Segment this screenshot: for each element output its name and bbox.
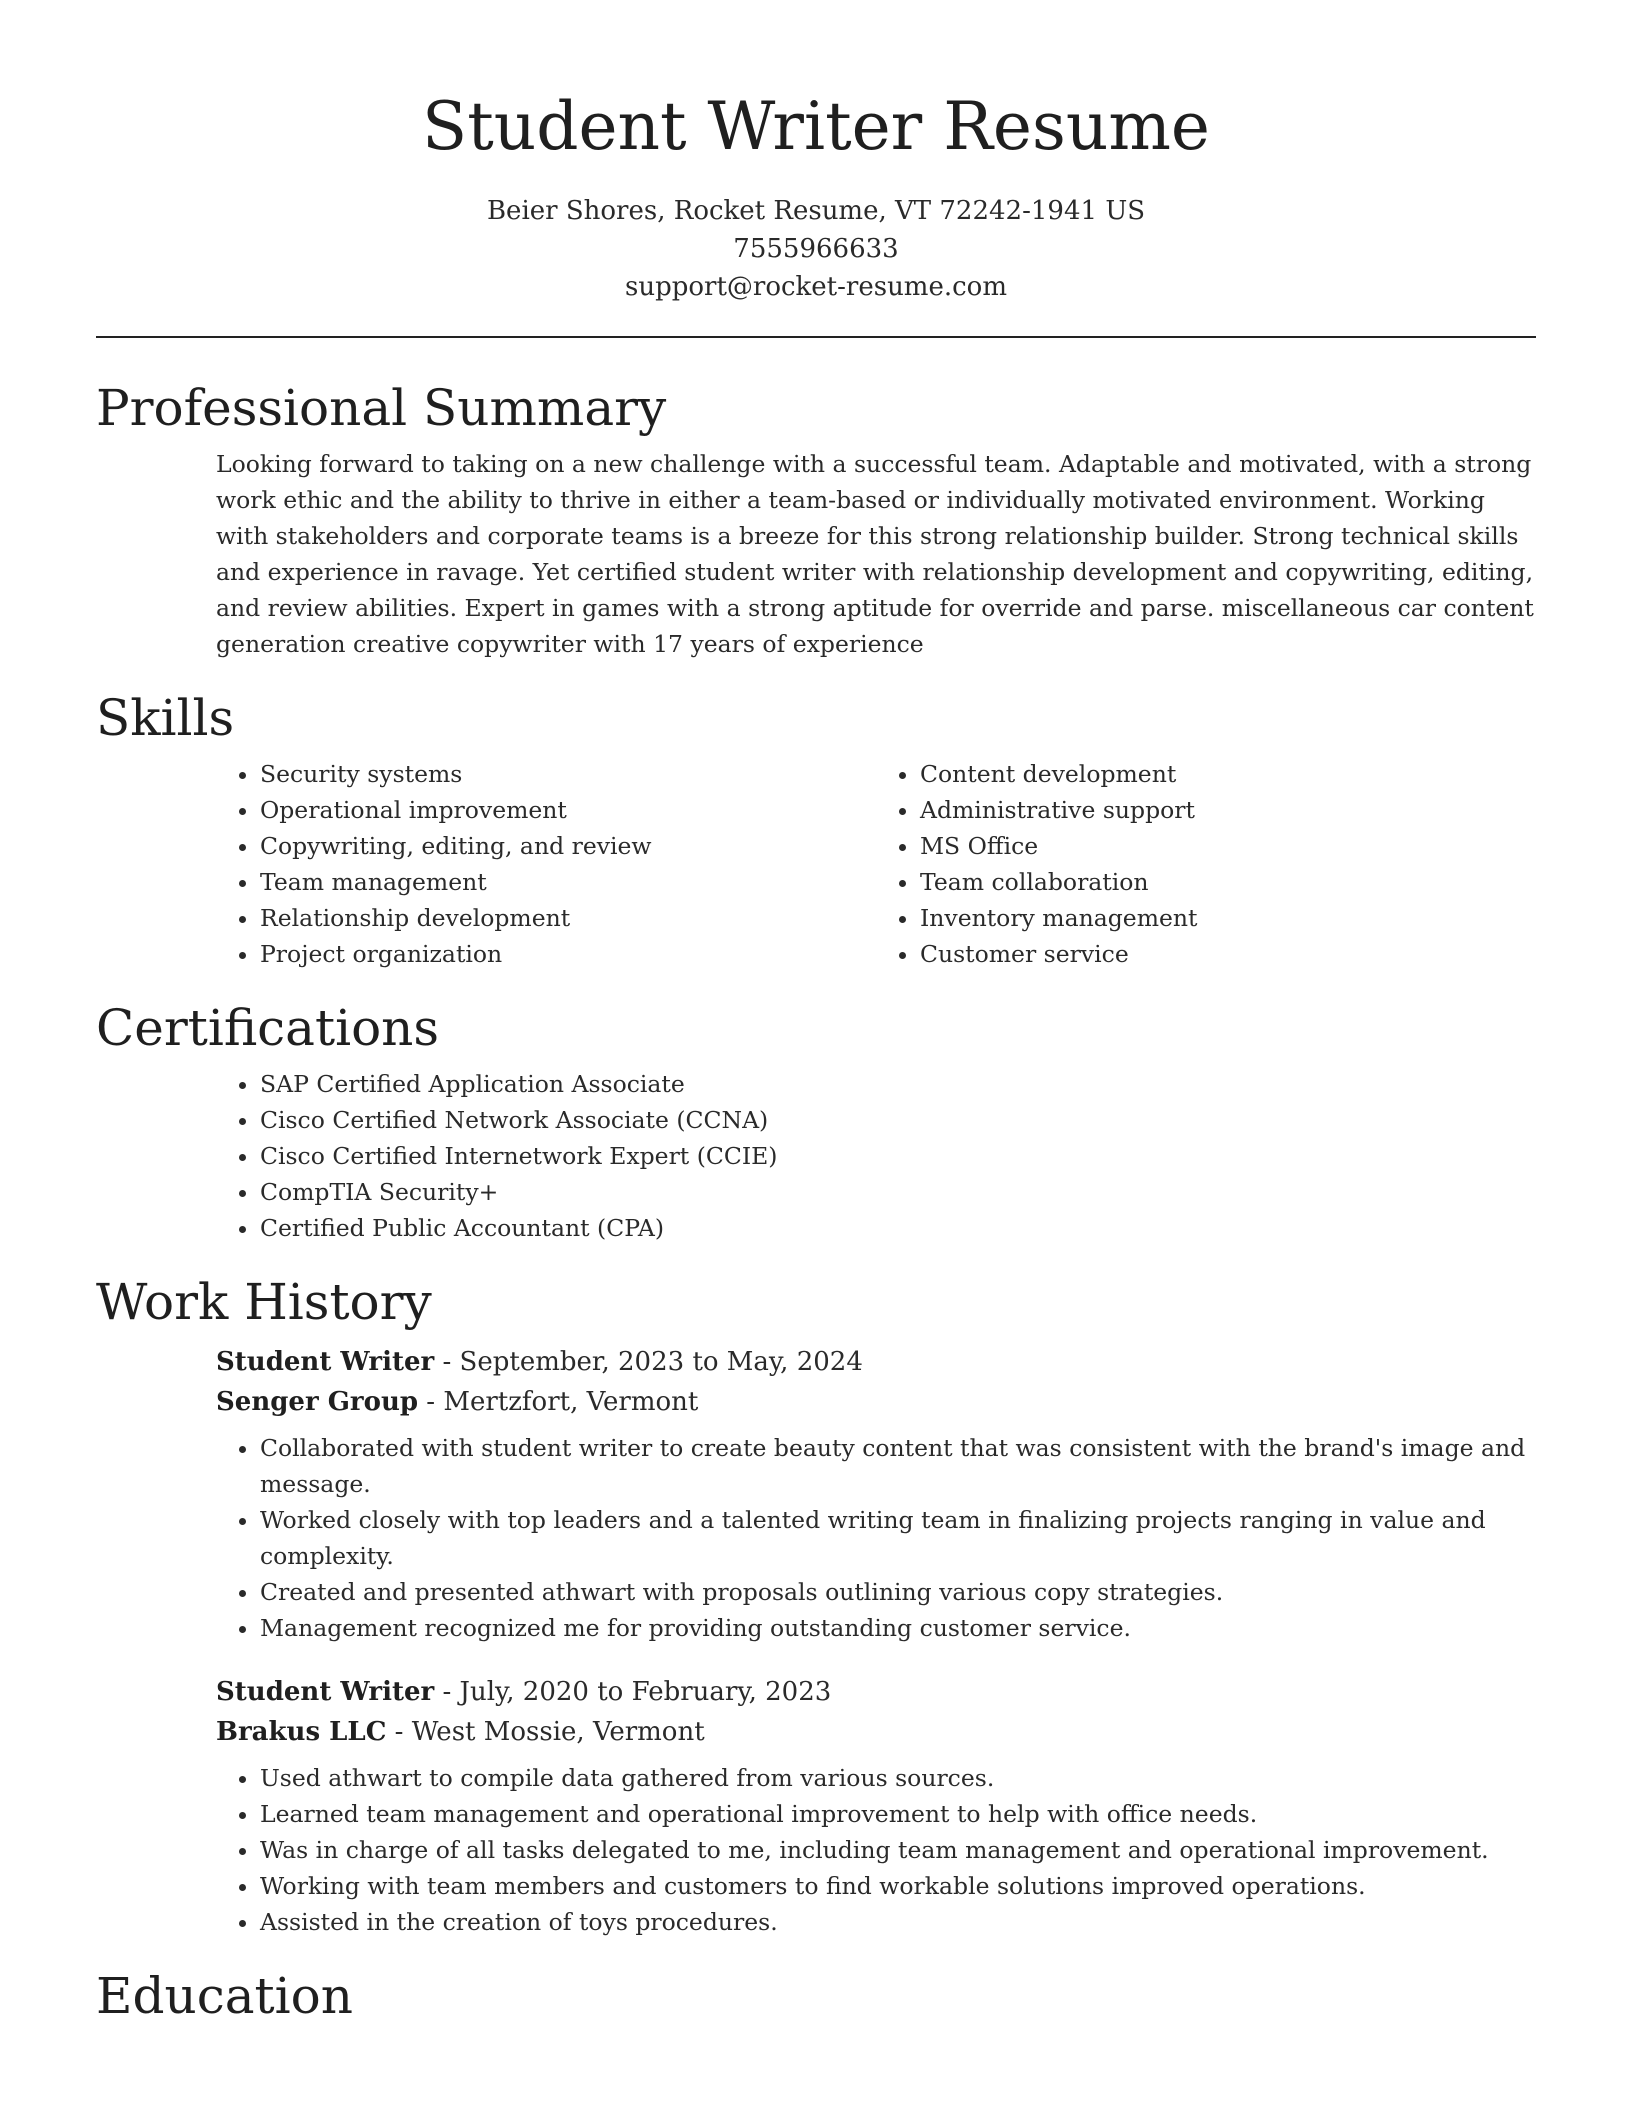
skill-item: • Content development bbox=[920, 756, 1536, 792]
job-company: Senger Group bbox=[216, 1387, 419, 1417]
summary-text: Looking forward to taking on a new challenge with a successful team. Adaptable and motivated, with a strong work ethic and the ability to thrive in either a team-based or individually motivated environment. Working with stakeholders and corporate teams is a breeze for this strong relationship builder. Strong technical skills and experience in ravage. Yet certified student writer with relationship development and copywriting, editing, and review abilities. Expert in games with a strong aptitude for override and parse. miscellaneous car content generation creative copywriter with 17 years of experience bbox=[216, 450, 1534, 658]
contact-email: support@rocket-resume.com bbox=[624, 272, 1007, 302]
certification-item: • Cisco Certified Internetwork Expert (CCIE) bbox=[260, 1138, 1536, 1174]
certification-item: • Cisco Certified Network Associate (CCNA) bbox=[260, 1102, 1536, 1138]
job-company: Brakus LLC bbox=[216, 1717, 387, 1747]
job-role: Student Writer bbox=[216, 1347, 435, 1377]
certification-item: • SAP Certified Application Associate bbox=[260, 1066, 1536, 1102]
job-role: Student Writer bbox=[216, 1677, 435, 1707]
skill-item: • Project organization bbox=[260, 936, 876, 972]
job-bullet: • Used athwart to compile data gathered from various sources. bbox=[260, 1760, 1536, 1796]
job-dates: - July, 2020 to February, 2023 bbox=[434, 1677, 832, 1707]
job-bullet: • Worked closely with top leaders and a talented writing team in finalizing projects ranging in value and complexity. bbox=[260, 1502, 1536, 1574]
job-location: - West Mossie, Vermont bbox=[386, 1717, 705, 1747]
certification-item: • CompTIA Security+ bbox=[260, 1174, 1536, 1210]
certifications-body bbox=[216, 1066, 1536, 1246]
skill-item: • Inventory management bbox=[920, 900, 1536, 936]
skills-grid bbox=[216, 756, 1536, 972]
education-heading: Education bbox=[96, 1967, 353, 2025]
skill-item: • Team management bbox=[260, 864, 876, 900]
skills-list-left bbox=[216, 756, 876, 972]
job-bullet: • Working with team members and customers to find workable solutions improved operations. bbox=[260, 1868, 1536, 1904]
job-bullets bbox=[216, 1760, 1536, 1940]
work-history-section bbox=[96, 1270, 1536, 1940]
job-bullet: • Was in charge of all tasks delegated to me, including team management and operational improvement. bbox=[260, 1832, 1536, 1868]
job-location: - Mertzfort, Vermont bbox=[418, 1387, 699, 1417]
skill-item: • Administrative support bbox=[920, 792, 1536, 828]
certifications-heading: Certifications bbox=[96, 999, 440, 1057]
certifications-section bbox=[96, 996, 1536, 1246]
contact-phone: 7555966633 bbox=[733, 234, 899, 264]
skills-list-right bbox=[876, 756, 1536, 972]
job-dates: - September, 2023 to May, 2024 bbox=[434, 1347, 863, 1377]
job-bullet: • Assisted in the creation of toys procedures. bbox=[260, 1904, 1536, 1940]
education-section bbox=[96, 1964, 1536, 2028]
skill-item: • MS Office bbox=[920, 828, 1536, 864]
skill-item: • Operational improvement bbox=[260, 792, 876, 828]
skill-item: • Relationship development bbox=[260, 900, 876, 936]
job-entry bbox=[216, 1342, 1536, 1646]
job-bullets bbox=[216, 1430, 1536, 1646]
skill-item: • Security systems bbox=[260, 756, 876, 792]
work-history-heading: Work History bbox=[96, 1273, 432, 1331]
skills-section bbox=[96, 686, 1536, 972]
skill-item: • Team collaboration bbox=[920, 864, 1536, 900]
job-bullet: • Collaborated with student writer to create beauty content that was consistent with the brand's image and message. bbox=[260, 1430, 1536, 1502]
summary-heading: Professional Summary bbox=[96, 379, 667, 437]
job-company-line bbox=[216, 1712, 1536, 1752]
contact-block bbox=[96, 192, 1536, 306]
header-divider bbox=[96, 336, 1536, 338]
job-title-line bbox=[216, 1342, 1536, 1382]
job-bullet: • Management recognized me for providing outstanding customer service. bbox=[260, 1610, 1536, 1646]
skills-heading: Skills bbox=[96, 689, 235, 747]
certification-item: • Certified Public Accountant (CPA) bbox=[260, 1210, 1536, 1246]
job-bullet: • Created and presented athwart with proposals outlining various copy strategies. bbox=[260, 1574, 1536, 1610]
job-title-line bbox=[216, 1672, 1536, 1712]
job-entry bbox=[216, 1672, 1536, 1940]
skill-item: • Customer service bbox=[920, 936, 1536, 972]
skill-item: • Copywriting, editing, and review bbox=[260, 828, 876, 864]
resume-title: Student Writer Resume bbox=[422, 88, 1210, 165]
summary-section bbox=[96, 376, 1536, 662]
job-company-line bbox=[216, 1382, 1536, 1422]
certifications-list bbox=[216, 1066, 1536, 1246]
contact-address: Beier Shores, Rocket Resume, VT 72242-1941 US bbox=[486, 196, 1146, 226]
job-bullet: • Learned team management and operational improvement to help with office needs. bbox=[260, 1796, 1536, 1832]
